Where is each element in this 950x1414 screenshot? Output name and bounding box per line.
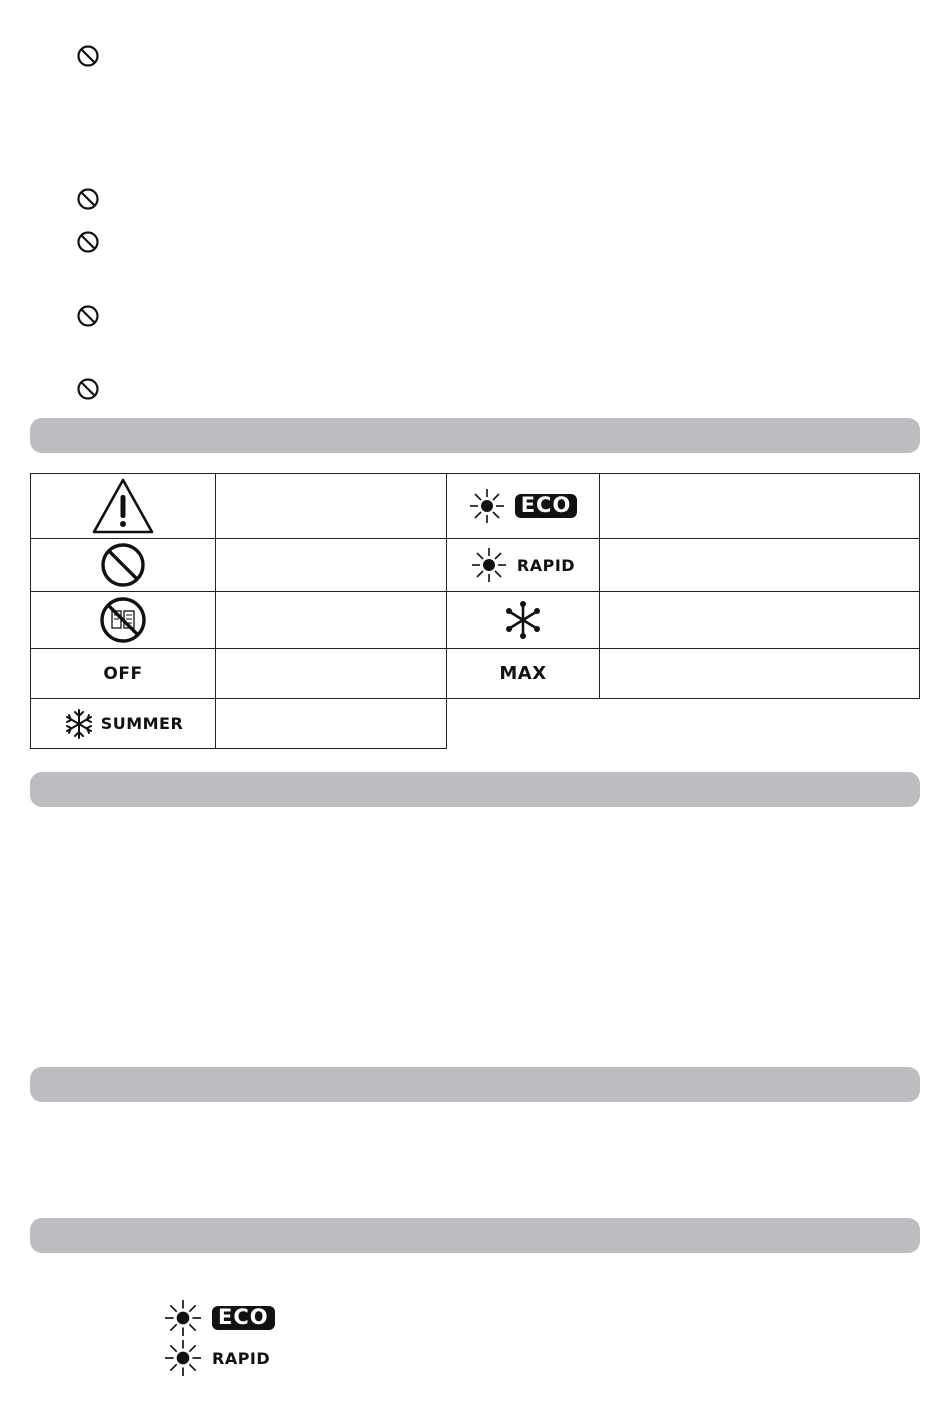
rapid-label: RAPID [516, 555, 576, 575]
legend-cell-summer [30, 698, 216, 749]
prohibited-icon [76, 230, 100, 254]
legend-desc-warning [215, 473, 447, 539]
bottom-rapid-row [164, 1339, 270, 1377]
legend-cell-rapid [446, 538, 600, 592]
prohibited-icon [76, 304, 100, 328]
legend-desc-eco [599, 473, 920, 539]
legend-cell-max [446, 648, 600, 699]
section-header-bar [30, 1218, 920, 1253]
prohibited-icon [76, 377, 100, 401]
section-header-bar [30, 418, 920, 453]
legend-cell-prohibited [30, 538, 216, 592]
legend-desc-summer [215, 698, 447, 749]
max-label: MAX [499, 663, 547, 684]
sun-burst-icon [164, 1299, 202, 1337]
legend-cell-fan [446, 591, 600, 649]
legend-desc-off [215, 648, 447, 699]
sun-burst-icon [471, 547, 507, 583]
summer-label: SUMMER [100, 714, 184, 733]
sun-burst-icon [164, 1339, 202, 1377]
legend-desc-prohibited [215, 538, 447, 592]
legend-desc-max [599, 648, 920, 699]
prohibited-icon [76, 44, 100, 68]
snowflake-icon [63, 708, 95, 740]
legend-cell-warning [30, 473, 216, 539]
prohibited-icon [100, 542, 146, 588]
eco-label: ECO [515, 494, 578, 518]
symbol-legend-table [30, 473, 920, 749]
legend-desc-rapid [599, 538, 920, 592]
section-header-bar [30, 1067, 920, 1102]
legend-desc-no-cover [215, 591, 447, 649]
legend-desc-fan [599, 591, 920, 649]
legend-cell-off [30, 648, 216, 699]
warning-triangle-icon [91, 477, 155, 535]
bottom-eco-row [164, 1299, 275, 1337]
legend-cell-no-cover [30, 591, 216, 649]
sun-burst-icon [469, 488, 505, 524]
no-cover-icon [99, 596, 147, 644]
fan-icon [503, 600, 543, 640]
legend-cell-eco [446, 473, 600, 539]
off-label: OFF [103, 663, 143, 684]
eco-label: ECO [212, 1306, 275, 1330]
rapid-label: RAPID [212, 1348, 271, 1368]
prohibited-icon [76, 187, 100, 211]
section-header-bar [30, 772, 920, 807]
